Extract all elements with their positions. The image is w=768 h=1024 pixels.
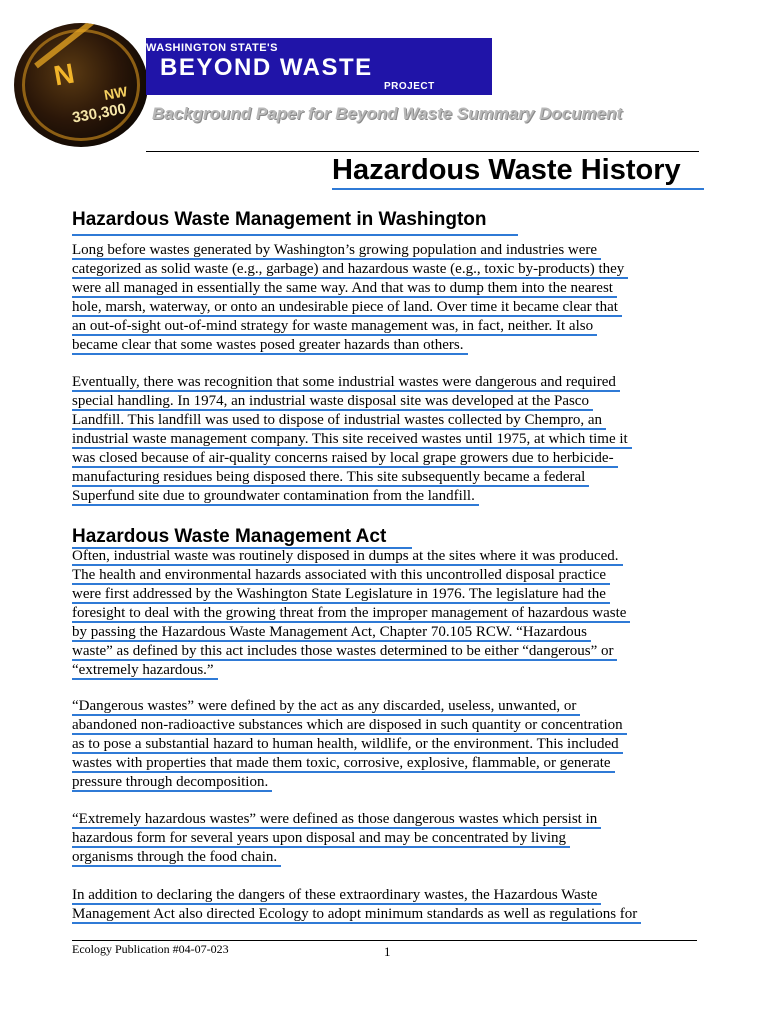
paragraph [72,810,702,867]
text-line: hazardous form for several years upon disposal and may be concentrated by living [72,830,570,848]
text-line: “Extremely hazardous wastes” were defined as those dangerous wastes which persist in [72,811,601,829]
text-line: Landfill. This landfill was used to dispose of industrial wastes collected by Chempro, an [72,412,606,430]
paragraph [72,886,702,924]
text-line: waste” as defined by this act includes those wastes determined to be either “dangerous” or [72,643,617,661]
paragraph [72,547,702,680]
text-line: hole, marsh, waterway, or onto an undesirable piece of land. Over time it became clear that [72,299,622,317]
beyond-waste-banner [146,38,492,95]
text-line: manufacturing residues being disposed there. This site subsequently became a federal [72,469,589,487]
compass-direction: NW [102,83,129,103]
text-line: Eventually, there was recognition that some industrial wastes were dangerous and required [72,374,620,392]
text-line: was closed because of air-quality concerns raised by local grape growers due to herbicide- [72,450,618,468]
text-line: industrial waste management company. This site received wastes until 1975, at which time it [72,431,632,449]
page-number: 1 [384,944,391,959]
page-title: Hazardous Waste History [332,154,681,186]
banner-bottom-text: PROJECT [384,81,435,92]
compass-numbers: 330,300 [70,100,128,127]
text-line: “Dangerous wastes” were defined by the act as any discarded, useless, unwanted, or [72,698,580,716]
paragraph [72,697,702,792]
text-line: The health and environmental hazards associated with this uncontrolled disposal practice [72,567,610,585]
text-line: foresight to deal with the growing threat from the improper management of hazardous waste [72,605,630,623]
text-line: special handling. In 1974, an industrial waste disposal site was developed at the Pasco [72,393,593,411]
section-heading: Hazardous Waste Management in Washington [72,209,487,230]
text-line: an out-of-sight out-of-mind strategy for waste management was, in fact, neither. It also [72,318,597,336]
header-divider [146,151,699,152]
document-subtitle: Background Paper for Beyond Waste Summary Document [152,104,623,123]
compass-logo-image [14,23,148,147]
text-line: “extremely hazardous.” [72,662,218,680]
paragraph [72,241,702,355]
banner-top-text: WASHINGTON STATE'S [146,42,279,54]
text-line: by passing the Hazardous Waste Management Act, Chapter 70.105 RCW. “Hazardous [72,624,591,642]
publication-number: Ecology Publication #04-07-023 [72,942,229,956]
text-line: categorized as solid waste (e.g., garbage) and hazardous waste (e.g., toxic by-products) they [72,261,628,279]
title-underline [332,188,704,190]
paragraph [72,373,702,506]
text-line: In addition to declaring the dangers of these extraordinary wastes, the Hazardous Waste [72,887,601,905]
section-heading-underline [72,234,518,236]
text-line: were first addressed by the Washington State Legislature in 1976. The legislature had the [72,586,610,604]
banner-main-text: BEYOND WASTE [160,54,373,81]
text-line: were all managed in essentially the same way. And that was to dump them into the nearest [72,280,617,298]
compass-letter: N [51,57,77,92]
text-line: wastes with properties that made them toxic, corrosive, explosive, flammable, or generate [72,755,615,773]
section-heading: Hazardous Waste Management Act [72,526,387,547]
text-line: Often, industrial waste was routinely disposed in dumps at the sites where it was produced. [72,548,623,566]
text-line: pressure through decomposition. [72,774,272,792]
text-line: abandoned non-radioactive substances which are disposed in such quantity or concentration [72,717,627,735]
text-line: Long before wastes generated by Washington’s growing population and industries were [72,242,601,260]
text-line: organisms through the food chain. [72,849,281,867]
text-line: Superfund site due to groundwater contamination from the landfill. [72,488,479,506]
text-line: as to pose a substantial hazard to human health, wildlife, or the environment. This included [72,736,623,754]
footer-divider [72,940,697,941]
text-line: Management Act also directed Ecology to adopt minimum standards as well as regulations for [72,906,641,924]
text-line: became clear that some wastes posed greater hazards than others. [72,337,468,355]
